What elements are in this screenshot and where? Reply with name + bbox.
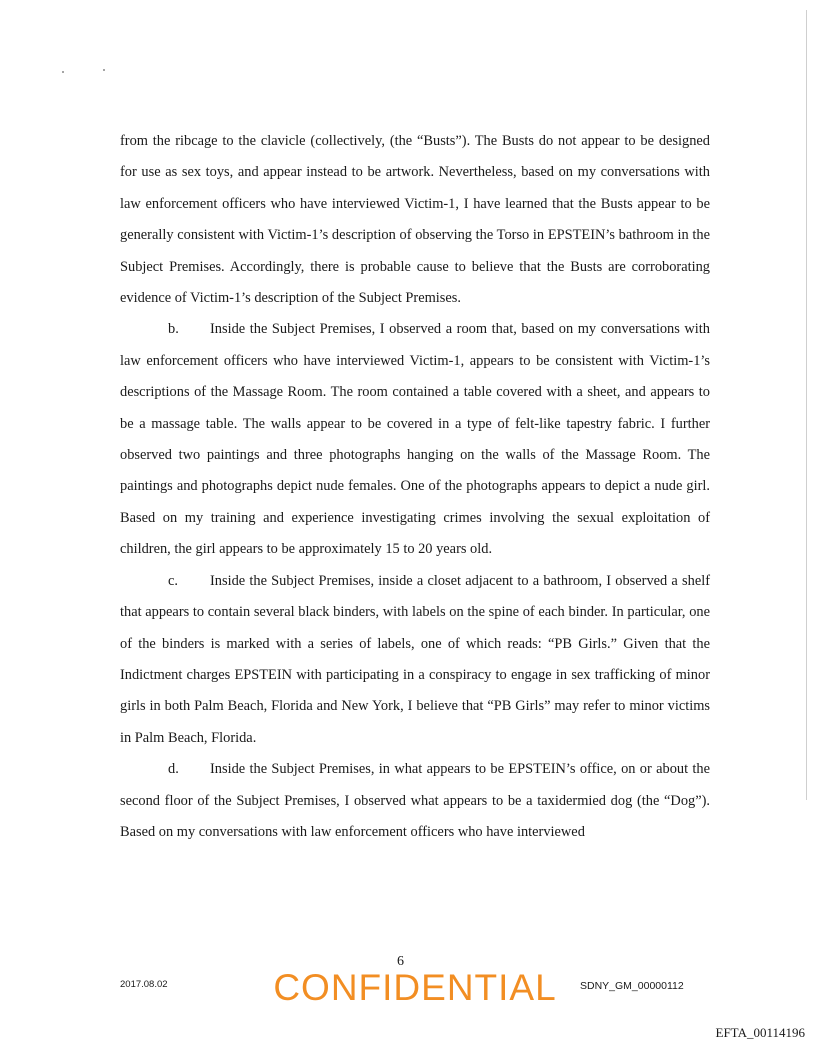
- bates-number: SDNY_GM_00000112: [580, 980, 684, 992]
- footer-date: 2017.08.02: [120, 979, 168, 990]
- paragraph-text: Inside the Subject Premises, in what appears to be EPSTEIN’s office, on or about the second floor of the Subject Premises, I observed what appears to be a taxidermied dog (the “Dog”). Based on my conversations with law enforcement officers who have interviewed: [120, 761, 710, 840]
- paragraph-marker: b.: [168, 321, 179, 338]
- document-body: [120, 126, 710, 848]
- paragraph-c: [120, 566, 710, 754]
- efta-number: EFTA_00114196: [715, 1025, 805, 1040]
- paragraph-continuation: from the ribcage to the clavicle (collectively, (the “Busts”). The Busts do not appear to be designed for use as sex toys, and appear instead to be artwork. Nevertheless, based on my conversations with law enforcement officers who have interviewed Victim-1, I have learned that the Busts appear to be generally consistent with Victim-1’s description of observing the Torso in EPSTEIN’s bathroom in the Subject Premises. Accordingly, there is probable cause to believe that the Busts are corroborating evidence of Victim-1’s description of the Subject Premises.: [120, 133, 710, 307]
- paragraph-marker: c.: [168, 572, 178, 589]
- scan-edge-line: [806, 10, 807, 800]
- paragraph-b: [120, 314, 710, 565]
- page-number: 6: [397, 954, 404, 969]
- paragraph-marker: d.: [168, 761, 179, 778]
- paragraph-text: Inside the Subject Premises, inside a closet adjacent to a bathroom, I observed a shelf that appears to contain several black binders, with labels on the spine of each binder. In particular, one of the binders is marked with a series of labels, one of which reads: “PB Girls.” Given that the Indictment charges EPSTEIN with participating in a conspiracy to engage in sex trafficking of minor girls in both Palm Beach, Florida and New York, I believe that “PB Girls” may refer to minor victims in Palm Beach, Florida.: [120, 572, 710, 746]
- scan-artifact-dot: [103, 69, 105, 71]
- confidential-stamp: CONFIDENTIAL: [273, 967, 557, 1008]
- paragraph-d: [120, 754, 710, 848]
- scan-artifact-dot: [62, 71, 64, 73]
- paragraph-text: Inside the Subject Premises, I observed a room that, based on my conversations with law enforcement officers who have interviewed Victim-1, appears to be consistent with Victim-1’s descriptions of the Massage Room. The room contained a table covered with a sheet, and appears to be a massage table. The walls appear to be covered in a type of felt-like tapestry fabric. I further observed two paintings and three photographs hanging on the walls of the Massage Room. The paintings and photographs depict nude females. One of the photographs appears to depict a nude girl. Based on my training and experience investigating crimes involving the sexual exploitation of children, the girl appears to be approximately 15 to 20 years old.: [120, 321, 710, 558]
